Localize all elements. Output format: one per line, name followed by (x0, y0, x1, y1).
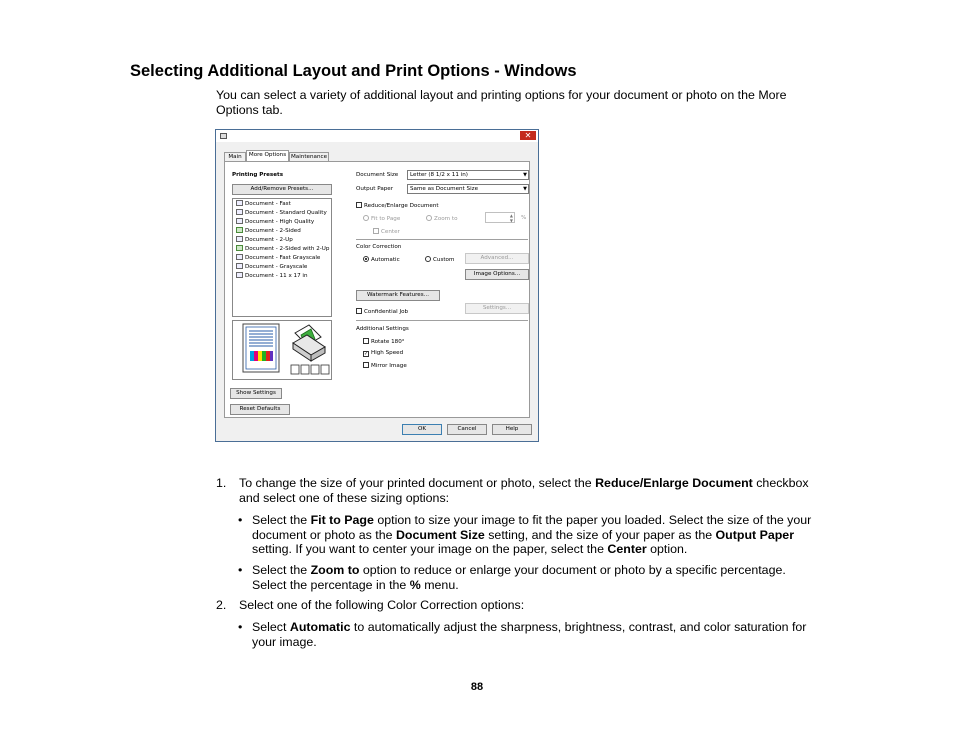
percent-label: % (521, 215, 527, 221)
radio-circle (363, 215, 369, 221)
checkbox-box (373, 228, 379, 234)
output-paper-label: Output Paper (356, 186, 394, 192)
document-icon (236, 272, 243, 278)
document-icon (236, 218, 243, 224)
close-button[interactable]: ✕ (520, 131, 536, 140)
output-paper-select[interactable] (407, 184, 529, 194)
divider (356, 320, 528, 321)
mirror-image-checkbox[interactable]: Mirror Image (363, 362, 407, 369)
step-text: Select one of the following Color Correction options: (239, 598, 525, 612)
divider (356, 239, 528, 240)
printer-settings-dialog (215, 129, 539, 442)
custom-radio[interactable]: Custom (425, 256, 454, 263)
preview-illustration (233, 321, 331, 379)
checkmark-icon: ✓ (364, 351, 369, 357)
radio-circle (363, 256, 369, 262)
settings-button[interactable]: Settings... (465, 303, 529, 314)
step-number: 2. (216, 598, 227, 612)
printing-presets-heading: Printing Presets (232, 172, 284, 178)
additional-settings-label: Additional Settings (356, 326, 409, 332)
step-text: To change the size of your printed document or photo, select the Reduce/Enlarge Document checkbox and select one of these sizing options: (239, 476, 809, 505)
high-speed-checkbox[interactable]: ✓ High Speed (364, 350, 404, 357)
center-checkbox[interactable]: Center (373, 228, 400, 235)
step-number: 1. (216, 476, 227, 490)
tab-main[interactable]: Main (224, 152, 246, 161)
document-size-label: Document Size (356, 172, 399, 178)
radio-circle (425, 256, 431, 262)
bullet-text: Select Automatic to automatically adjust the sharpness, brightness, contrast, and color saturation for your image. (252, 620, 807, 649)
document-icon (236, 209, 243, 215)
tab-more-options[interactable]: More Options (246, 150, 289, 162)
intro-paragraph: You can select a variety of additional layout and printing options for your document or photo on the More Options tab. (216, 88, 787, 117)
list-item[interactable]: Document - 2-Up (236, 236, 293, 245)
image-options-button[interactable]: Image Options... (465, 269, 529, 280)
bullet-text: Select the Zoom to option to reduce or enlarge your document or photo by a specific percentage. Select the percentage in the % menu. (252, 563, 786, 592)
chevron-down-icon: ▼ (523, 186, 527, 192)
list-item[interactable]: Document - 11 x 17 in (236, 272, 308, 281)
checkbox-box (356, 308, 362, 314)
two-sided-icon (236, 227, 243, 233)
checkbox-box (363, 338, 369, 344)
list-item[interactable]: Document - High Quality (236, 218, 314, 227)
watermark-features-button[interactable]: Watermark Features... (356, 290, 440, 301)
print-preview (232, 320, 332, 380)
add-remove-presets-button[interactable]: Add/Remove Presets... (232, 184, 332, 195)
bullet-text: Select the Fit to Page option to size your image to fit the paper you loaded. Select the size of the your document or photo as the Document Size setting, and the size of your paper as the Output Paper setting. If you want to center your image on the paper, select the Center option. (252, 513, 812, 556)
tab-maintenance[interactable]: Maintenance (290, 154, 328, 160)
stepper-arrows-icon: ▲ ▼ (509, 213, 513, 223)
two-up-icon (236, 236, 243, 242)
chevron-down-icon: ▼ (523, 172, 527, 178)
cancel-button[interactable]: Cancel (447, 424, 487, 435)
confidential-job-checkbox[interactable]: Confidential Job (356, 308, 408, 315)
help-button[interactable]: Help (492, 424, 532, 435)
presets-list[interactable] (232, 198, 332, 317)
reduce-enlarge-checkbox[interactable]: Reduce/Enlarge Document (356, 202, 439, 209)
fit-to-page-radio[interactable]: Fit to Page (363, 215, 400, 222)
color-correction-label: Color Correction (356, 244, 402, 250)
document-size-value: Letter (8 1/2 x 11 in) (410, 172, 468, 178)
rotate-180-checkbox[interactable]: Rotate 180° (363, 338, 405, 345)
radio-circle (426, 215, 432, 221)
document-size-select[interactable] (407, 170, 529, 180)
two-sided-two-up-icon (236, 245, 243, 251)
automatic-radio[interactable]: Automatic (363, 256, 400, 263)
checkbox-box (356, 202, 362, 208)
more-options-panel (224, 161, 530, 418)
printer-app-icon (220, 133, 227, 139)
list-item[interactable]: Document - Standard Quality (236, 209, 327, 218)
show-settings-button[interactable]: Show Settings (230, 388, 282, 399)
list-item[interactable]: Document - Fast Grayscale (236, 254, 320, 263)
dialog-titlebar (216, 130, 538, 142)
document-icon (236, 263, 243, 269)
output-paper-value: Same as Document Size (410, 186, 479, 192)
zoom-to-radio[interactable]: Zoom to (426, 215, 458, 222)
page-title: Selecting Additional Layout and Print Options - Windows (130, 62, 577, 80)
document-icon (236, 254, 243, 260)
zoom-percent-stepper[interactable] (485, 212, 515, 223)
reset-defaults-button[interactable]: Reset Defaults (230, 404, 290, 415)
list-item[interactable]: Document - 2-Sided (236, 227, 301, 236)
list-item[interactable]: Document - Grayscale (236, 263, 307, 272)
document-icon (236, 200, 243, 206)
advanced-button[interactable]: Advanced... (465, 253, 529, 264)
list-item[interactable]: Document - 2-Sided with 2-Up (236, 245, 329, 254)
checkbox-box (363, 362, 369, 368)
list-item[interactable]: Document - Fast (236, 200, 291, 209)
ok-button[interactable]: OK (402, 424, 442, 435)
page-number: 88 (470, 681, 484, 693)
